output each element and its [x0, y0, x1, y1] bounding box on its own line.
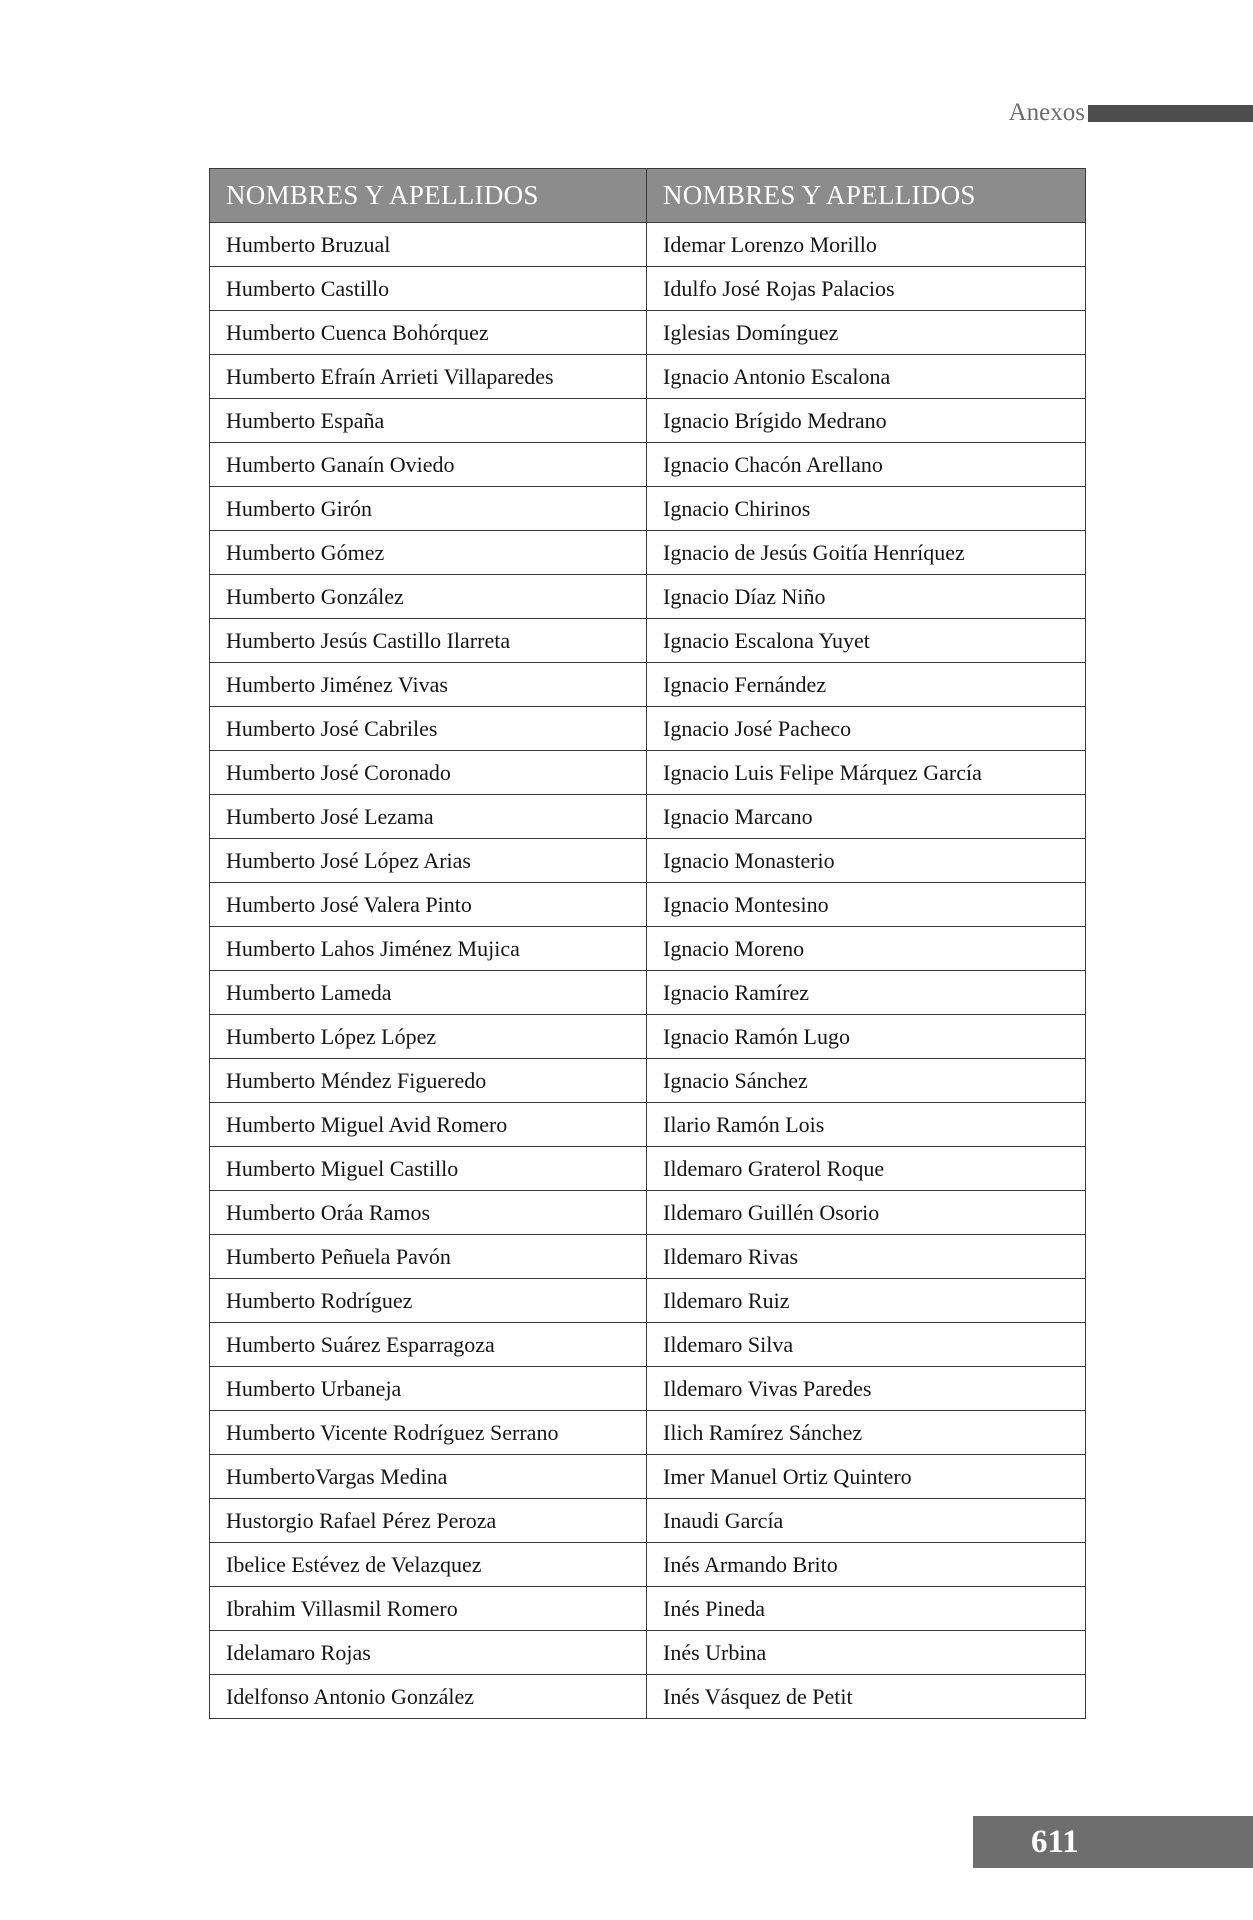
name-cell-right: Ilich Ramírez Sánchez — [647, 1411, 1086, 1455]
name-cell-right: Ignacio Brígido Medrano — [647, 399, 1086, 443]
running-header — [0, 98, 1253, 128]
name-cell-right: Ignacio Díaz Niño — [647, 575, 1086, 619]
names-table — [209, 168, 1086, 1719]
table-row — [210, 707, 1086, 751]
name-cell-left: Humberto López López — [210, 1015, 647, 1059]
name-cell-right: Ignacio Ramírez — [647, 971, 1086, 1015]
table-row — [210, 1499, 1086, 1543]
table-row — [210, 927, 1086, 971]
name-cell-left: Humberto Castillo — [210, 267, 647, 311]
name-cell-left: Ibrahim Villasmil Romero — [210, 1587, 647, 1631]
table-row — [210, 1015, 1086, 1059]
name-cell-left: Humberto José Lezama — [210, 795, 647, 839]
name-cell-left: Humberto Vicente Rodríguez Serrano — [210, 1411, 647, 1455]
name-cell-right: Ildemaro Vivas Paredes — [647, 1367, 1086, 1411]
name-cell-right: Ignacio Moreno — [647, 927, 1086, 971]
table-row — [210, 487, 1086, 531]
name-cell-left: Humberto Ganaín Oviedo — [210, 443, 647, 487]
name-cell-left: Humberto Lameda — [210, 971, 647, 1015]
table-row — [210, 1411, 1086, 1455]
name-cell-right: Ildemaro Guillén Osorio — [647, 1191, 1086, 1235]
section-title: Anexos — [1008, 99, 1085, 126]
table-row — [210, 1367, 1086, 1411]
table-row — [210, 399, 1086, 443]
table-row — [210, 1147, 1086, 1191]
name-cell-right: Iglesias Domínguez — [647, 311, 1086, 355]
table-header-row — [210, 169, 1086, 223]
name-cell-left: Idelfonso Antonio González — [210, 1675, 647, 1719]
name-cell-left: Humberto Lahos Jiménez Mujica — [210, 927, 647, 971]
name-cell-right: Inés Urbina — [647, 1631, 1086, 1675]
name-cell-left: Humberto Bruzual — [210, 223, 647, 267]
table-row — [210, 223, 1086, 267]
name-cell-right: Inés Pineda — [647, 1587, 1086, 1631]
column-header-left: NOMBRES Y APELLIDOS — [210, 169, 647, 223]
name-cell-right: Ilario Ramón Lois — [647, 1103, 1086, 1147]
name-cell-right: Ignacio Ramón Lugo — [647, 1015, 1086, 1059]
table-row — [210, 619, 1086, 663]
table-row — [210, 839, 1086, 883]
name-cell-left: Humberto José Valera Pinto — [210, 883, 647, 927]
table-row — [210, 1103, 1086, 1147]
name-cell-right: Ignacio Escalona Yuyet — [647, 619, 1086, 663]
name-cell-left: Humberto Peñuela Pavón — [210, 1235, 647, 1279]
name-cell-left: Idelamaro Rojas — [210, 1631, 647, 1675]
table-row — [210, 1323, 1086, 1367]
table-row — [210, 1279, 1086, 1323]
table-row — [210, 1675, 1086, 1719]
name-cell-right: Inaudi García — [647, 1499, 1086, 1543]
name-cell-left: Humberto González — [210, 575, 647, 619]
table-row — [210, 1059, 1086, 1103]
name-cell-right: Idulfo José Rojas Palacios — [647, 267, 1086, 311]
name-cell-left: Humberto José López Arias — [210, 839, 647, 883]
name-cell-right: Imer Manuel Ortiz Quintero — [647, 1455, 1086, 1499]
name-cell-right: Ignacio Montesino — [647, 883, 1086, 927]
name-cell-left: Humberto Miguel Castillo — [210, 1147, 647, 1191]
table-body — [210, 223, 1086, 1719]
table-row — [210, 1455, 1086, 1499]
name-cell-left: Humberto Girón — [210, 487, 647, 531]
name-cell-left: Humberto Oráa Ramos — [210, 1191, 647, 1235]
table-row — [210, 1543, 1086, 1587]
name-cell-left: Humberto Cuenca Bohórquez — [210, 311, 647, 355]
page-number-box — [973, 1816, 1253, 1868]
name-cell-left: Humberto España — [210, 399, 647, 443]
name-cell-right: Ildemaro Graterol Roque — [647, 1147, 1086, 1191]
name-cell-left: Humberto José Coronado — [210, 751, 647, 795]
name-cell-right: Ildemaro Ruiz — [647, 1279, 1086, 1323]
name-cell-left: Humberto Efraín Arrieti Villaparedes — [210, 355, 647, 399]
name-cell-right: Ignacio Chacón Arellano — [647, 443, 1086, 487]
name-cell-left: Humberto Méndez Figueredo — [210, 1059, 647, 1103]
name-cell-right: Inés Armando Brito — [647, 1543, 1086, 1587]
name-cell-right: Ildemaro Silva — [647, 1323, 1086, 1367]
column-header-right: NOMBRES Y APELLIDOS — [647, 169, 1086, 223]
name-cell-right: Ignacio Monasterio — [647, 839, 1086, 883]
table-row — [210, 971, 1086, 1015]
name-cell-right: Ildemaro Rivas — [647, 1235, 1086, 1279]
table-row — [210, 1191, 1086, 1235]
table-row — [210, 751, 1086, 795]
name-cell-left: Humberto Jesús Castillo Ilarreta — [210, 619, 647, 663]
name-cell-left: Ibelice Estévez de Velazquez — [210, 1543, 647, 1587]
name-cell-right: Ignacio Sánchez — [647, 1059, 1086, 1103]
table-row — [210, 1235, 1086, 1279]
table-row — [210, 443, 1086, 487]
name-cell-right: Ignacio Luis Felipe Márquez García — [647, 751, 1086, 795]
name-cell-right: Idemar Lorenzo Morillo — [647, 223, 1086, 267]
name-cell-right: Ignacio Fernández — [647, 663, 1086, 707]
name-cell-left: Humberto Miguel Avid Romero — [210, 1103, 647, 1147]
name-cell-left: Humberto José Cabriles — [210, 707, 647, 751]
table-row — [210, 1631, 1086, 1675]
name-cell-left: Hustorgio Rafael Pérez Peroza — [210, 1499, 647, 1543]
name-cell-right: Ignacio José Pacheco — [647, 707, 1086, 751]
name-cell-left: Humberto Rodríguez — [210, 1279, 647, 1323]
table-row — [210, 355, 1086, 399]
name-cell-right: Ignacio Chirinos — [647, 487, 1086, 531]
name-cell-left: HumbertoVargas Medina — [210, 1455, 647, 1499]
name-cell-right: Inés Vásquez de Petit — [647, 1675, 1086, 1719]
name-cell-right: Ignacio Antonio Escalona — [647, 355, 1086, 399]
name-cell-right: Ignacio Marcano — [647, 795, 1086, 839]
table-row — [210, 267, 1086, 311]
name-cell-left: Humberto Urbaneja — [210, 1367, 647, 1411]
header-bar — [1088, 105, 1253, 122]
table-row — [210, 663, 1086, 707]
name-cell-right: Ignacio de Jesús Goitía Henríquez — [647, 531, 1086, 575]
table-row — [210, 575, 1086, 619]
table-row — [210, 883, 1086, 927]
page-number: 611 — [1031, 1824, 1079, 1860]
name-cell-left: Humberto Suárez Esparragoza — [210, 1323, 647, 1367]
table-row — [210, 531, 1086, 575]
name-cell-left: Humberto Jiménez Vivas — [210, 663, 647, 707]
table-row — [210, 311, 1086, 355]
table-row — [210, 1587, 1086, 1631]
name-cell-left: Humberto Gómez — [210, 531, 647, 575]
table-row — [210, 795, 1086, 839]
